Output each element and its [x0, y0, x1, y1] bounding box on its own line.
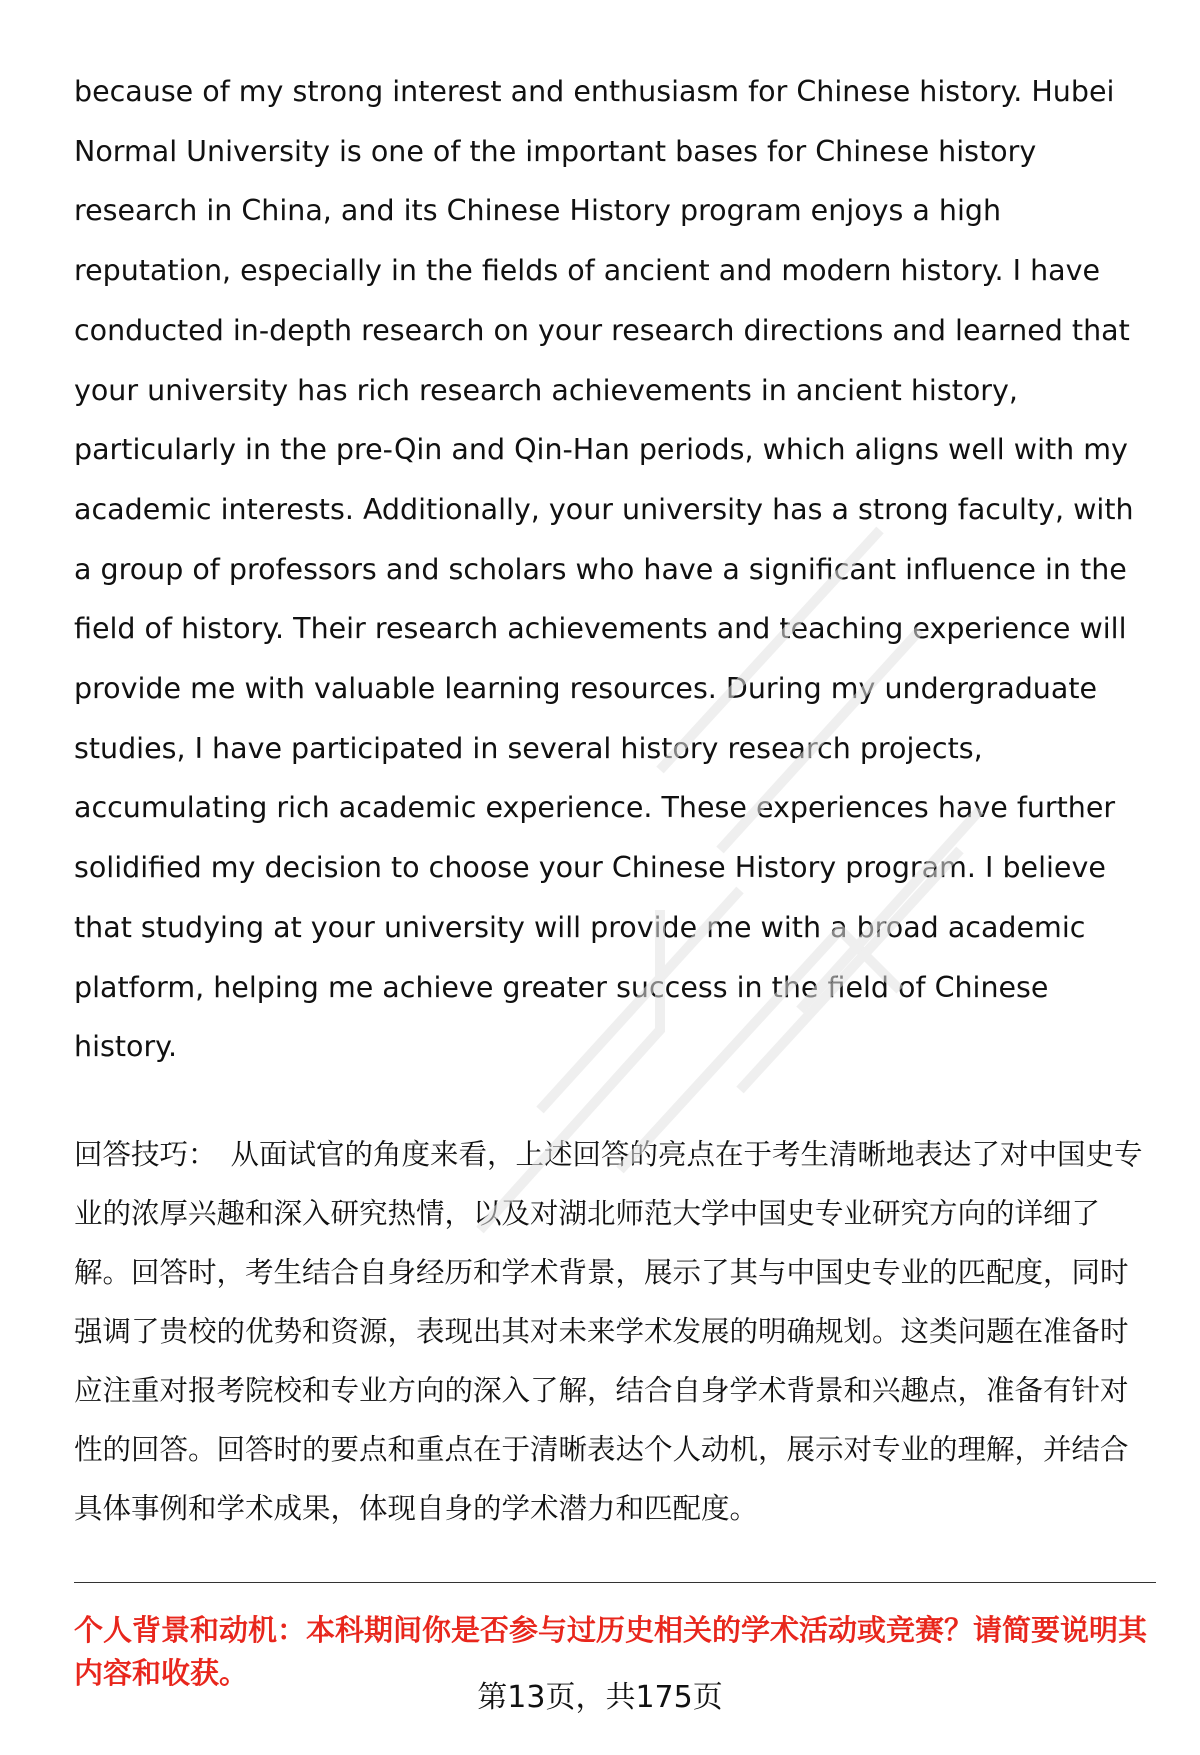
tips-text: 从面试官的角度来看，上述回答的亮点在于考生清晰地表达了对中国史专业的浓厚兴趣和深入研究热情，以及对湖北师范大学中国史专业研究方向的详细了解。回答时，考生结合自身经历和学术背景，展示了其与中国史专业的匹配度，同时强调了贵校的优势和资源，表现出其对未来学术发展的明确规划。这类问题在准备时应注重对报考院校和专业方向的深入了解，结合自身学术背景和兴趣点，准备有针对性的回答。回答时的要点和重点在于清晰表达个人动机，展示对专业的理解，并结合具体事例和学术成果，体现自身的学术潜力和匹配度。 [74, 1137, 1143, 1525]
tips-label: 回答技巧： [74, 1137, 217, 1171]
document-page [74, 62, 1156, 1695]
english-answer-paragraph: because of my strong interest and enthusiasm for Chinese history. Hubei Normal University is one of the important bases for Chinese history research in China, and its Chinese History program enjoys a high reputation, especially in the fields of ancient and modern history. I have conducted in-depth research on your research directions and learned that your university has rich research achievements in ancient history, particularly in the pre-Qin and Qin-Han periods, which aligns well with my academic interests. Additionally, your university has a strong faculty, with a group of professors and scholars who have a significant influence in the field of history. Their research achievements and teaching experience will provide me with valuable learning resources. During my undergraduate studies, I have participated in several history research projects, accumulating rich academic experience. These experiences have further solidified my decision to choose your Chinese History program. I believe that studying at your university will provide me with a broad academic platform, helping me achieve greater success in the field of Chinese history. [74, 75, 1134, 1064]
page-number: 第13页，共175页 [477, 1680, 723, 1715]
section-divider [74, 1582, 1156, 1583]
answer-tips-paragraph [74, 1125, 1156, 1538]
question-heading: 个人背景和动机：本科期间你是否参与过历史相关的学术活动或竞赛？请简要说明其内容和收获。 [74, 1612, 1148, 1690]
